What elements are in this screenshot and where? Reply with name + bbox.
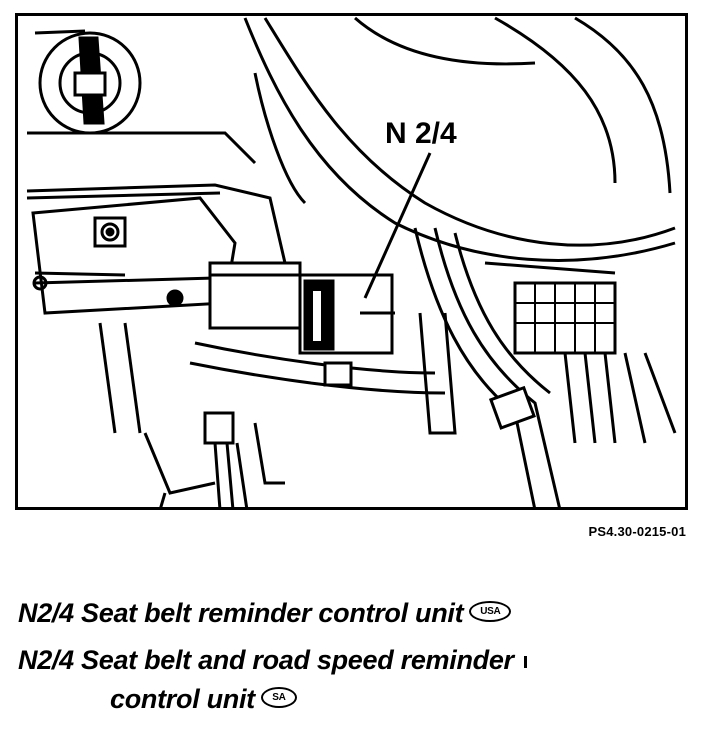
component-location-illustration <box>15 13 688 510</box>
caption-line-2-text: N2/4 Seat belt and road speed reminder <box>18 645 514 675</box>
figure-reference-code: PS4.30-0215-01 <box>588 524 686 539</box>
caption-line-1-text: N2/4 Seat belt reminder control unit <box>18 598 464 628</box>
usa-badge-icon: USA <box>469 601 511 622</box>
sa-badge-icon: SA <box>261 687 297 708</box>
diagram-frame <box>15 13 688 510</box>
cropped-badge-mark <box>524 656 527 668</box>
caption-line-1 <box>18 598 511 629</box>
callout-label: N 2/4 <box>385 117 457 150</box>
caption-line-3-text: control unit <box>110 684 255 714</box>
caption-line-3 <box>110 684 297 715</box>
caption-line-2 <box>18 645 527 676</box>
